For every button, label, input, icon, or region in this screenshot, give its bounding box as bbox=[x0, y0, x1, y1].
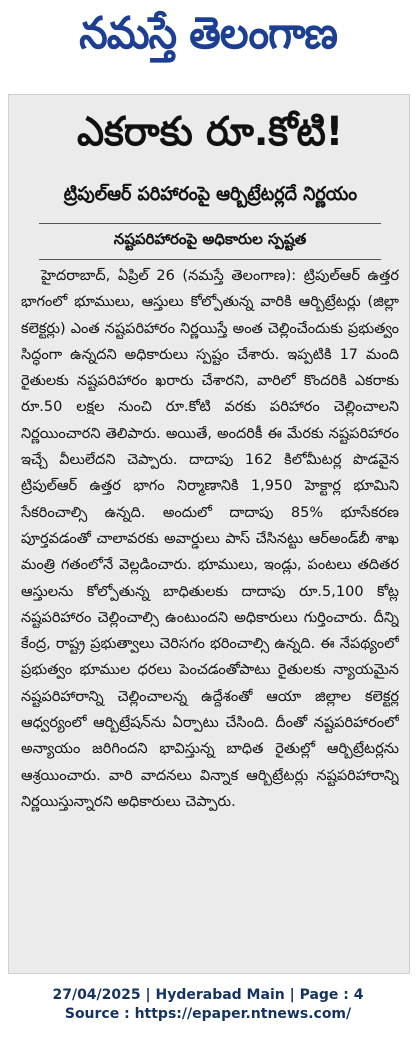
footer-source: Source : https://epaper.ntnews.com/ bbox=[64, 1006, 352, 1022]
article-paragraph: హైదరాబాద్, ఏప్రిల్ 26 (నమస్తే తెలంగాణ): ట్రిపుల్‌ఆర్ ఉత్తర భాగంలో భూములు, ఆస్తులు కోల్పోతున్న వారికి ఆర్బిట్రేటర్లు (జిల్లా కలెక్టర్లు) ఎంత నష్టపరిహారం నిర్ణయిస్తే అంత చెల్లించేందుకు ప్రభుత్వం సిద్ధంగా ఉన్నదని అధికారులు స్పష్టం చేశారు. ఇప్పటికి 17 మంది రైతులకు నష్టపరిహారం ఖరారు చేశారని, వారిలో కొందరికి ఎకరాకు రూ.50 లక్షల నుంచి రూ.కోటి వరకు పరిహారం చెల్లించాలని నిర్ణయించారని తెలిపారు. అయితే, అందరికీ ఈ మేరకు నష్టపరిహారం ఇచ్చే వీలులేదని చెప్పారు. దాదాపు 162 కిలోమీటర్ల పొడవైన ట్రిపుల్‌ఆర్ ఉత్తర భాగం నిర్మాణానికి 1,950 హెక్టార్ల భూమిని సేకరించాల్సి ఉన్నది. అందులో దాదాపు 85% భూసేకరణ పూర్తవడంతో చాలావరకు అవార్డులు పాస్ చేసినట్టు ఆర్‌అండ్‌బీ శాఖ మంత్రి గతంలోనే వెల్లడించారు. భూములు, ఇండ్లు, పంటలు తదితర ఆస్తులను కోల్పోతున్న బాధితులకు దాదాపు రూ.5,100 కోట్ల నష్టపరిహారం చెల్లించాల్సి ఉంటుందని అధికారులు గుర్తించారు. దీన్ని కేంద్ర, రాష్ట్ర ప్రభుత్వాలు చెరిసగం భరించాల్సి ఉన్నది. ఈ నేపథ్యంలో ప్రభుత్వం భూముల ధరలు పెంచడంతోపాటు రైతులకు న్యాయమైన నష్టపరిహారాన్ని చెల్లించాలన్న ఉద్దేశంతో ఆయా జిల్లాల కలెక్టర్ల ఆధ్వర్యంలో ఆర్బిట్రేషన్‌ను ఏర్పాటు చేసింది. దీంతో నష్టపరిహారంలో అన్యాయం జరిగిందని భావిస్తున్న బాధిత రైతుల్లో ఆర్బిట్రేటర్లను ఆశ్రయించారు. వారి వాదనలు విన్నాక ఆర్బిట్రేటర్లు నష్టపరిహారాన్ని నిర్ణయిస్తున్నారని అధికారులు చెప్పారు. bbox=[21, 268, 399, 810]
divider-bottom bbox=[39, 259, 381, 260]
kicker-block bbox=[9, 225, 411, 257]
news-clipping bbox=[8, 94, 410, 974]
kicker: నష్టపరిహారంపై అధికారుల స్పష్టత bbox=[113, 230, 307, 248]
subheadline: ట్రిపుల్‌ఆర్ పరిహారంపై ఆర్బిట్రేటర్లదే నిర్ణయం bbox=[63, 182, 357, 205]
masthead-title: నమస్తే తెలంగాణ bbox=[79, 8, 337, 59]
clipping-footer bbox=[0, 986, 416, 1024]
headline: ఎకరాకు రూ.కోటి! bbox=[76, 109, 344, 155]
footer-date-edition: 27/04/2025 | Hyderabad Main | Page : 4 bbox=[52, 987, 364, 1003]
divider-top bbox=[39, 223, 381, 224]
article-body bbox=[21, 263, 399, 963]
newspaper-masthead bbox=[0, 0, 416, 78]
subheadline-block bbox=[9, 177, 411, 215]
headline-block bbox=[9, 107, 411, 167]
